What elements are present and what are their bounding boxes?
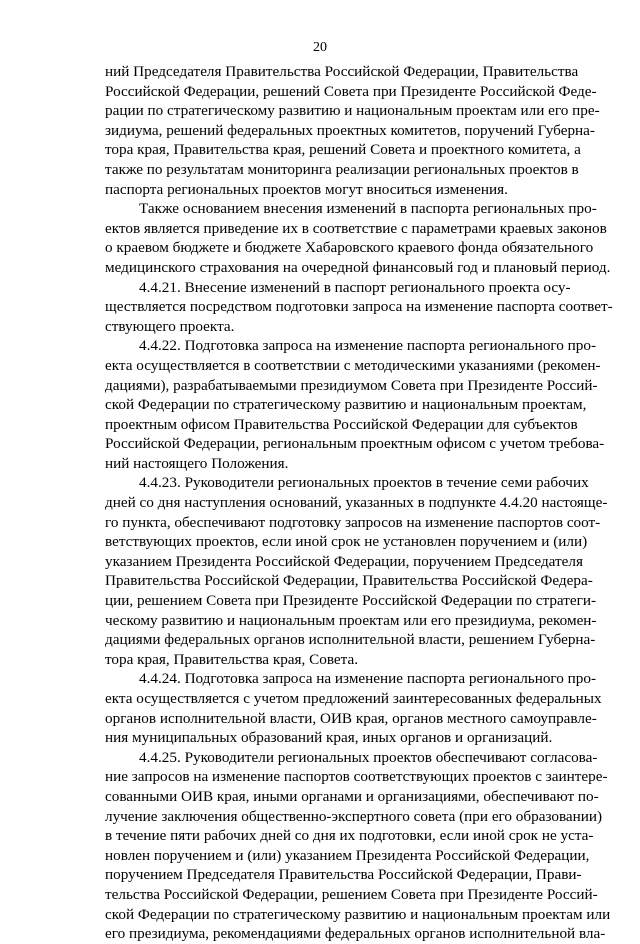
document-body bbox=[105, 62, 613, 944]
text-line: органов исполнительной власти, ОИВ края, органов местного самоуправле- bbox=[105, 709, 597, 727]
page-number: 20 bbox=[313, 40, 327, 55]
text-line: паспорта региональных проектов могут вноситься изменения. bbox=[105, 180, 508, 198]
text-line: ний Председателя Правительства Российской Федерации, Правительства bbox=[105, 63, 579, 80]
text-line: екта осуществляется с учетом предложений заинтересованных федеральных bbox=[105, 690, 602, 707]
text-line: ции, решением Совета при Президенте Российской Федерации по стратеги- bbox=[105, 592, 597, 610]
text-line: 4.4.25. Руководители региональных проектов обеспечивают согласова- bbox=[139, 748, 598, 766]
text-line: зидиума, решений федеральных проектных комитетов, поручений Губерна- bbox=[105, 121, 595, 139]
text-line: тельства Российской Федерации, решением Совета при Президенте Россий- bbox=[105, 885, 598, 903]
text-line: также по результатам мониторинга реализации региональных проектов в bbox=[105, 160, 579, 178]
text-line: ний настоящего Положения. bbox=[105, 454, 289, 472]
text-line: лучение заключения общественно-экспертного совета (при его образовании) bbox=[105, 807, 603, 825]
text-line: о краевом бюджете и бюджете Хабаровского краевого фонда обязательного bbox=[105, 239, 594, 257]
text-line: ской Федерации по стратегическому развитию и национальным проектам, bbox=[105, 396, 587, 414]
text-line: 4.4.22. Подготовка запроса на изменение паспорта регионального про- bbox=[139, 337, 597, 355]
text-line: тора края, Правительства края, решений Совета и проектного комитета, а bbox=[105, 141, 581, 159]
paragraph bbox=[105, 278, 613, 337]
text-line: ние запросов на изменение паспортов соответствующих проектов с заинтере- bbox=[105, 768, 608, 786]
text-line: его президиума, рекомендациями федеральных органов исполнительной вла- bbox=[105, 925, 606, 943]
paragraph bbox=[105, 199, 611, 277]
paragraph bbox=[105, 748, 611, 944]
text-line: Российской Федерации, региональным проектным офисом с учетом требова- bbox=[105, 435, 605, 453]
text-line: дней со дня наступления оснований, указанных в подпункте 4.4.20 настояще- bbox=[105, 494, 608, 512]
text-line: го пункта, обеспечивают подготовку запросов на изменение паспортов соот- bbox=[105, 513, 601, 531]
text-line: ческому развитию и национальным проектам или его президиума, рекомен- bbox=[105, 611, 597, 629]
paragraph bbox=[105, 336, 605, 473]
text-line: ния муниципальных образований края, иных органов и организаций. bbox=[105, 729, 553, 747]
text-line: ствующего проекта. bbox=[105, 317, 235, 335]
text-line: медицинского страхования на очередной финансовый год и плановый период. bbox=[105, 258, 611, 276]
text-line: Российской Федерации, решений Совета при Президенте Российской Феде- bbox=[105, 82, 597, 100]
paragraph bbox=[105, 473, 608, 669]
text-line: 4.4.23. Руководители региональных проектов в течение семи рабочих bbox=[139, 474, 589, 492]
text-line: новлен поручением и (или) указанием Президента Российской Федерации, bbox=[105, 846, 590, 864]
text-line: дациями), разрабатываемыми президиумом Совета при Президенте Россий- bbox=[105, 376, 598, 394]
text-line: екта осуществляется в соответствии с методическими указаниями (рекомен- bbox=[105, 356, 601, 374]
text-line: 4.4.21. Внесение изменений в паспорт регионального проекта осу- bbox=[139, 278, 571, 296]
text-line: ветствующих проектов, если иной срок не установлен поручением и (или) bbox=[105, 533, 588, 551]
text-line: 4.4.24. Подготовка запроса на изменение паспорта регионального про- bbox=[139, 670, 597, 688]
text-line: тора края, Правительства края, Совета. bbox=[105, 650, 359, 668]
paragraph bbox=[105, 62, 600, 199]
text-line: рации по стратегическому развитию и национальным проектам или его пре- bbox=[105, 102, 600, 120]
paragraph bbox=[105, 669, 602, 747]
text-line: ществляется посредством подготовки запроса на изменение паспорта соответ- bbox=[105, 298, 613, 316]
text-line: Правительства Российской Федерации, Правительства Российской Федера- bbox=[105, 572, 593, 590]
text-line: дациями федеральных органов исполнительной власти, решением Губерна- bbox=[105, 631, 596, 649]
text-line: проектным офисом Правительства Российской Федерации для субъектов bbox=[105, 415, 578, 433]
text-line: сованными ОИВ края, иными органами и организациями, обеспечивают по- bbox=[105, 787, 599, 805]
text-line: Также основанием внесения изменений в паспорта региональных про- bbox=[139, 200, 597, 218]
text-line: поручением Председателя Правительства Российской Федерации, Прави- bbox=[105, 866, 582, 884]
text-line: в течение пяти рабочих дней со дня их подготовки, если иной срок не уста- bbox=[105, 827, 594, 845]
text-line: указанием Президента Российской Федерации, поручением Председателя bbox=[105, 552, 583, 570]
text-line: ектов является приведение их в соответствие с параметрами краевых законов bbox=[105, 219, 607, 237]
text-line: ской Федерации по стратегическому развитию и национальным проектам или bbox=[105, 905, 611, 923]
